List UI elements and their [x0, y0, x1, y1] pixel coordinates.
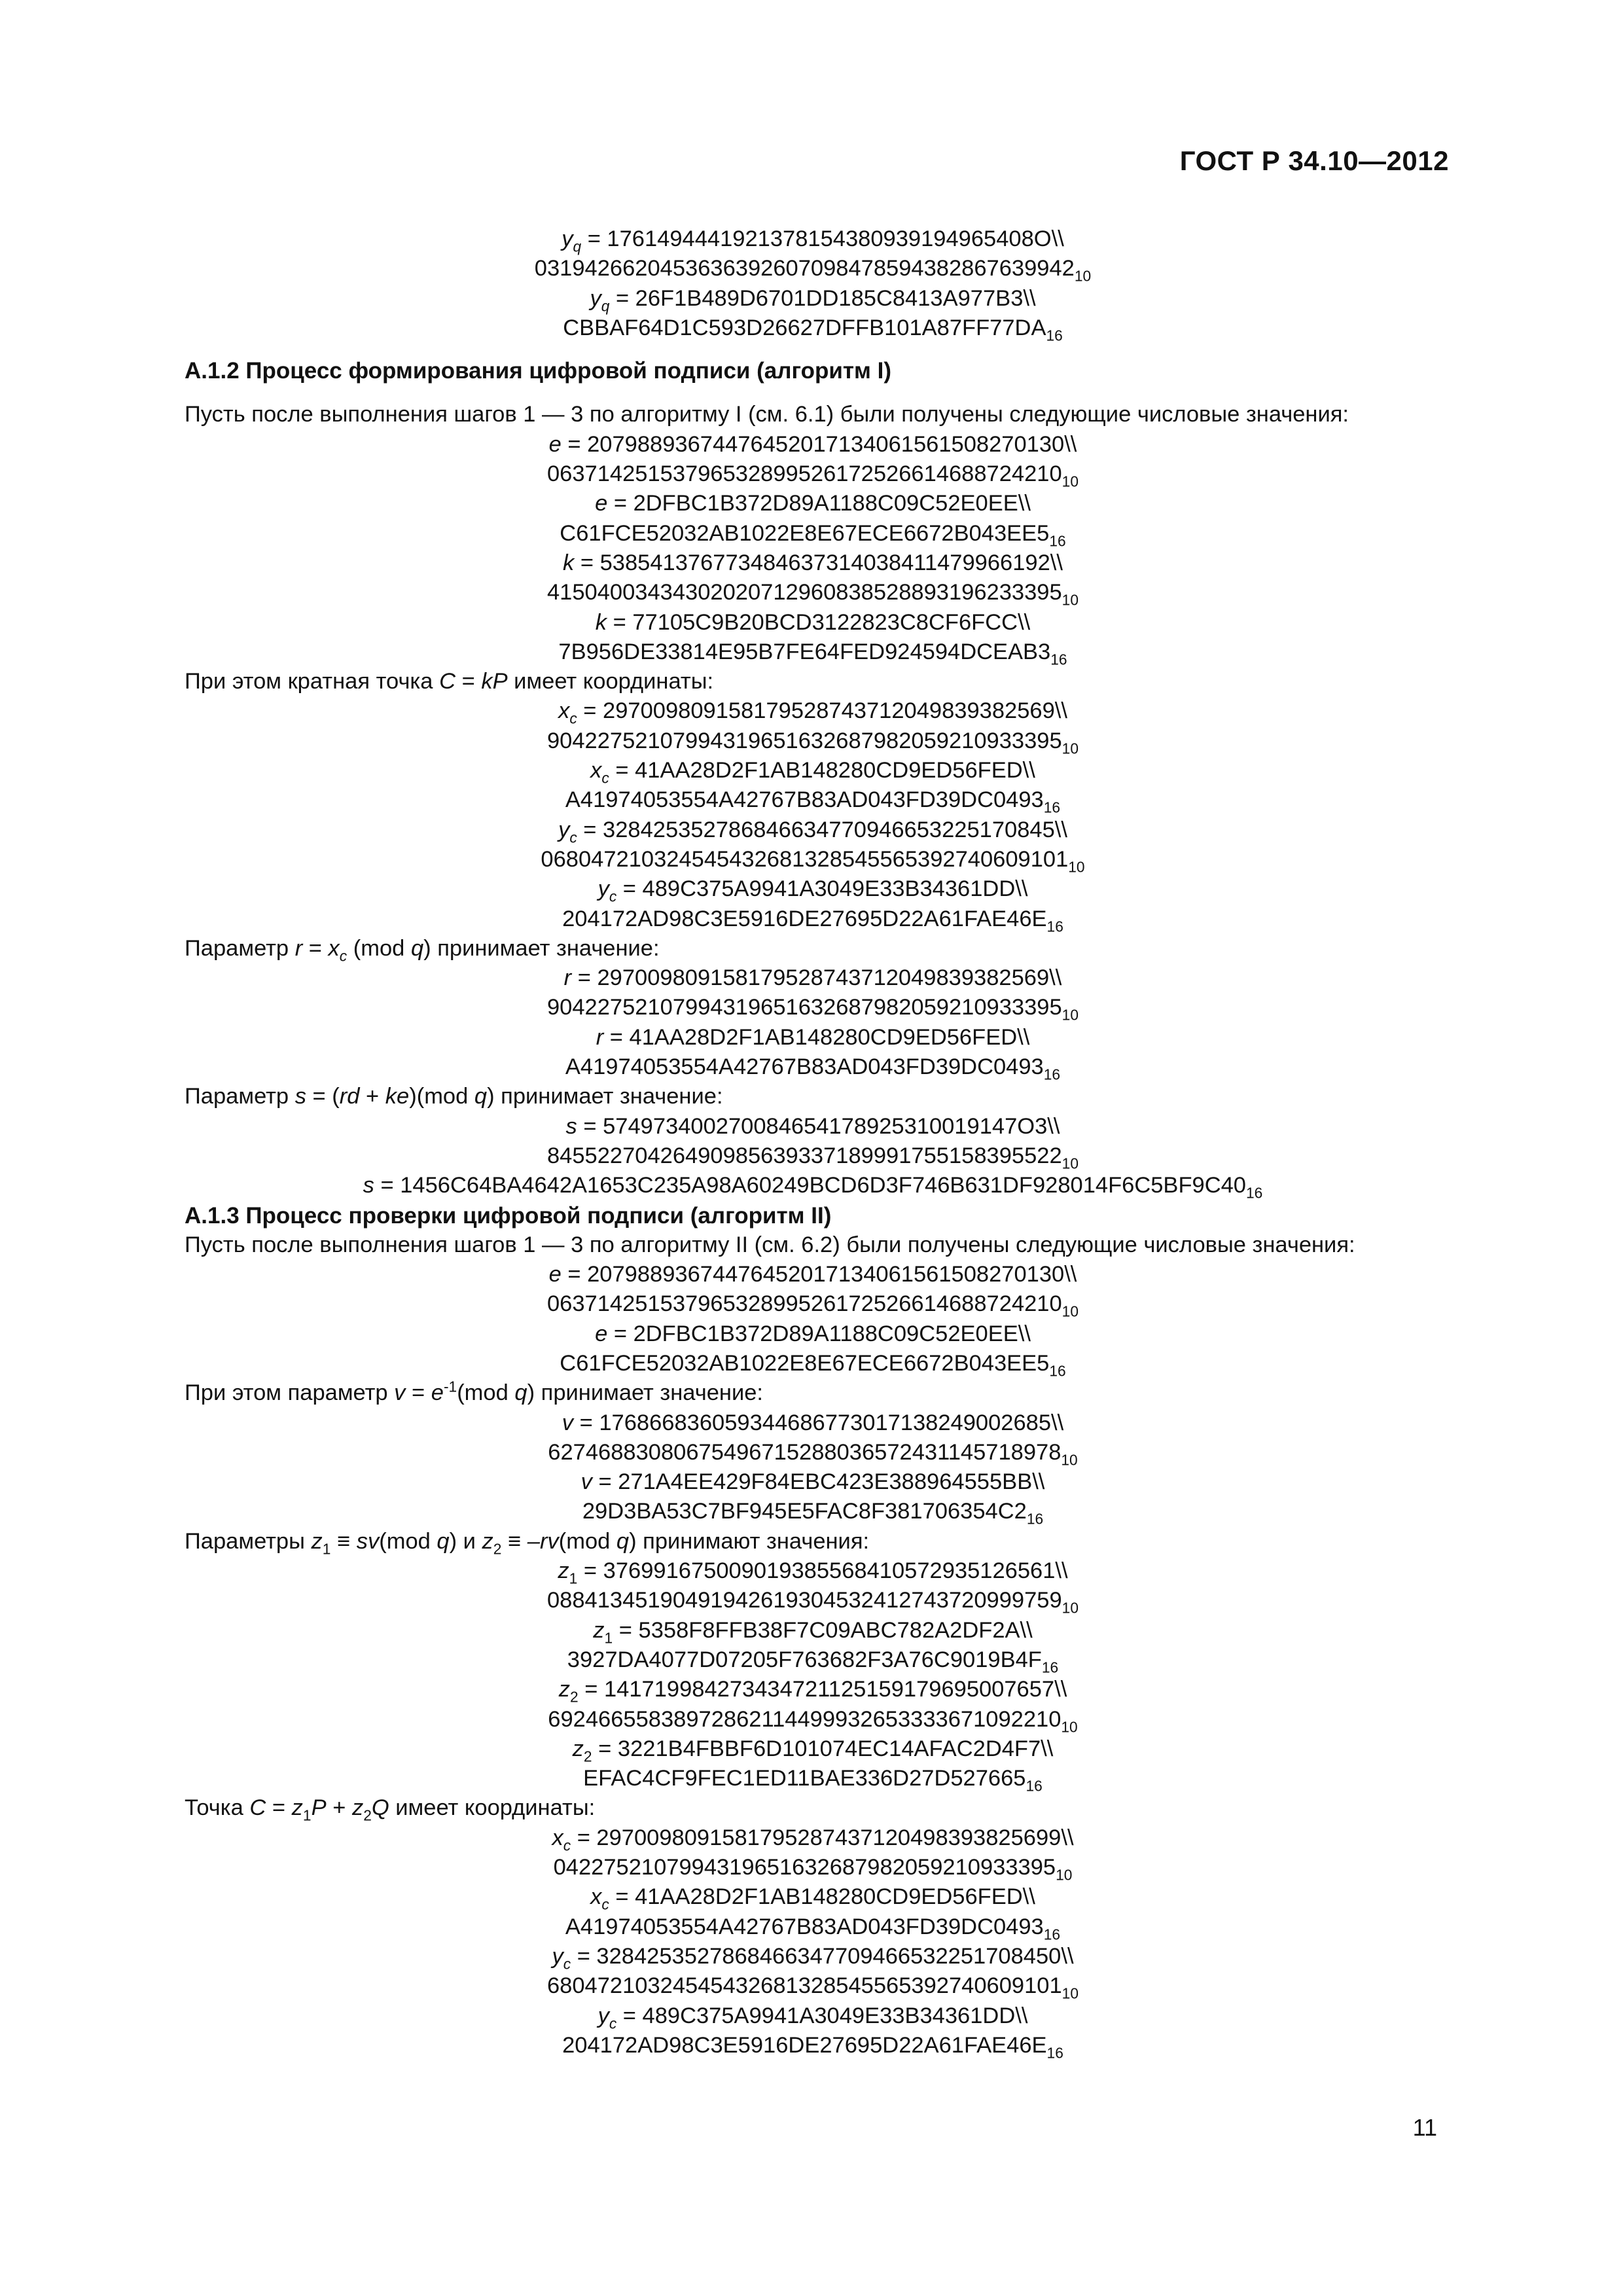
formula-e-dec-2: $06371425153796532899526172526614688724210_{10}$ — [546, 461, 1079, 490]
formula-r-hex-2: $A41974053554A42767B83AD043FD39DC0493_{16}$ — [565, 1054, 1061, 1083]
formula-xc-dec-2: $90422752107994319651632687982059210933395_{10}$ — [546, 728, 1079, 757]
formula-z1-dec-2: $08841345190491942619304532412743720999759_{10}$ — [546, 1588, 1079, 1617]
formula-r-dec-1: r = 297009809158179528743712049839382569\\ — [563, 965, 1062, 991]
paragraph-z-params: Параметры $z_1 \equiv sv(mod$ q) и $z_2 \equiv -rv(mod$ q) принимают значения: — [185, 1528, 870, 1558]
formula-yc-hex-1: $y_c$ = 489C375A9941A3049E33B34361DD\\ — [597, 876, 1028, 905]
formula-z1-dec-1: $z_1$ = 376991675009019385568410572935126561\\ — [558, 1558, 1068, 1587]
formula-xc2-hex-1: $x_c$ = 41AA28D2F1AB148280CD9ED56FED\\ — [590, 1884, 1035, 1913]
formula-s-hex: $s = 1456C64BA4642A1653C235A98A60249BCD6D3F746B631DF928014F6C5BF9C40_{16}$ — [363, 1173, 1263, 1202]
formula-yc-dec-2: $068047210324545432681328545565392740609101_{10}$ — [541, 846, 1085, 876]
formula-v-hex-1: v = 271A4EE429F84EBC423E388964555BB\\ — [580, 1469, 1045, 1495]
formula-line-yq-hex-2: $CBBAF64D1C593D26627DFFB101A87FF77DA_{16}$ — [563, 315, 1063, 344]
formula-v-hex-2: $29D3BA53C7BF945E5FAC8F381706354C2_{16}$ — [582, 1499, 1044, 1528]
formula-z1-hex-1: $z_1$ = 5358F8FFB38F7C09ABC782A2DF2A\\ — [593, 1617, 1033, 1647]
formula-yc-hex-2: $204172AD98C3E5916DE27695D22A61FAE46E_{16}$ — [562, 906, 1063, 935]
formula-xc2-dec-2: $0422752107994319651632687982059210933395_{10}$ — [553, 1855, 1073, 1884]
formula-e-hex-1: e = 2DFBC1B372D89A1188C09C52E0EE\\ — [595, 491, 1031, 516]
paragraph-s-param: Параметр s = (rd + ke)(mod q) принимает значение: — [185, 1084, 723, 1109]
formula-yc2-dec-2: $68047210324545432681328545565392740609101_{10}$ — [546, 1973, 1079, 2002]
formula-xc-hex-1: $x_c$ = 41AA28D2F1AB148280CD9ED56FED\\ — [590, 758, 1035, 787]
formula-e-hex-2: $C61FCE52032AB1022E8E67ECE6672B043EE5_{16}$ — [560, 520, 1066, 550]
paragraph-a13-intro: Пусть после выполнения шагов 1 — 3 по алгоритму II (см. 6.2) были получены следующие числовые значения: — [185, 1232, 1355, 1257]
formula-z2-dec-1: $z_2$ = 141719984273434721125159179695007657\\ — [558, 1677, 1067, 1706]
page-number: 11 — [1412, 2114, 1437, 2141]
document-body — [185, 224, 1441, 2060]
formula-line-yq-hex-1: $y_q$ = 26F1B489D6701DD185C8413A977B3\\ — [590, 285, 1036, 315]
formula-r-hex-1: r = 41AA28D2F1AB148280CD9ED56FED\\ — [596, 1024, 1030, 1050]
formula-z2-dec-2: $69246655838972862114499932653333671092210_{10}$ — [548, 1706, 1078, 1736]
section-heading-a13: А.1.3 Процесс проверки цифровой подписи (алгоритм II) — [185, 1202, 832, 1229]
formula-yc2-dec-1: $y_c$ = 3284253527868466347709466532251708450\\ — [552, 1943, 1074, 1973]
formula-v-dec-1: v = 176866836059344686773017138249002685\\ — [562, 1410, 1064, 1435]
paragraph-point-c: При этом кратная точка C = kP имеет координаты: — [185, 669, 714, 694]
formula-line-yq-dec-2: $0319426620453636392607098478594382867639942_{10}$ — [534, 256, 1092, 285]
formula-yc2-hex-1: $y_c$ = 489C375A9941A3049E33B34361DD\\ — [597, 2003, 1028, 2032]
formula-s-dec-1: s = 574973400270084654178925310019147О3\\ — [565, 1113, 1060, 1139]
formula-xc-hex-2: $A41974053554A42767B83AD043FD39DC0493_{16}$ — [565, 787, 1061, 816]
formula-e2-hex-1: e = 2DFBC1B372D89A1188C09C52E0EE\\ — [595, 1321, 1031, 1346]
formula-xc2-hex-2: $A41974053554A42767B83AD043FD39DC0493_{16}$ — [565, 1914, 1061, 1943]
formula-e-dec-1: e = 20798893674476452017134061561508270130\\ — [548, 431, 1077, 457]
formula-r-dec-2: $90422752107994319651632687982059210933395_{10}$ — [546, 995, 1079, 1024]
standard-header: ГОСТ Р 34.10—2012 — [1179, 145, 1449, 176]
formula-xc-dec-1: $x_c$ = 297009809158179528743712049839382569\\ — [558, 698, 1067, 728]
formula-k-dec-2: $41504003434302020712960838528893196233395_{10}$ — [546, 580, 1079, 609]
formula-k-dec-1: k = 538541376773484637314038411479966192\\ — [563, 550, 1063, 575]
paragraph-a12-intro: Пусть после выполнения шагов 1 — 3 по алгоритму I (см. 6.1) были получены следующие числовые значения: — [185, 402, 1349, 427]
formula-z1-hex-2: $3927DA4077D07205F763682F3A76C9019B4F_{16}$ — [567, 1647, 1059, 1676]
formula-yc-dec-1: $y_c$ = 328425352786846634770946653225170845\\ — [558, 817, 1067, 846]
paragraph-r-param: Параметр $r = x_c$ (mod q) принимает значение: — [185, 935, 660, 965]
formula-line-yq-dec-1: $y_q$ = 1761494441921378154380939194965408О\\ — [562, 226, 1064, 255]
paragraph-point-c2: Точка $C = z_1P + z_2Q$ имеет координаты: — [185, 1795, 596, 1825]
formula-xc2-dec-1: $x_c$ = 2970098091581795287437120498393825699\\ — [552, 1825, 1074, 1854]
formula-v-dec-2: $62746883080675496715288036572431145718978_{10}$ — [548, 1439, 1078, 1469]
formula-k-hex-2: $7B956DE33814E95B7FE64FED924594DCEAB3_{16}$ — [558, 639, 1067, 668]
formula-k-hex-1: k = 77105C9B20BCD3122823C8CF6FCC\\ — [595, 609, 1031, 635]
paragraph-v-param: При этом параметр $v = e^{-1}(mod$ q) принимает значение: — [185, 1378, 763, 1406]
formula-z2-hex-1: $z_2$ = 3221B4FBBF6D101074EC14AFAC2D4F7\\ — [572, 1736, 1054, 1765]
formula-s-dec-2: $84552270426490985639337189991755158395522_{10}$ — [546, 1143, 1079, 1172]
section-heading-a12: А.1.2 Процесс формирования цифровой подписи (алгоритм I) — [185, 358, 892, 384]
formula-e2-hex-2: $C61FCE52032AB1022E8E67ECE6672B043EE5_{16}$ — [560, 1350, 1066, 1380]
formula-e2-dec-2: $06371425153796532899526172526614688724210_{10}$ — [546, 1291, 1079, 1321]
formula-z2-hex-2: $EFAC4CF9FEC1ED11BAE336D27D527665_{16}$ — [583, 1766, 1043, 1795]
formula-e2-dec-1: e = 20798893674476452017134061561508270130\\ — [548, 1262, 1077, 1287]
formula-yc2-hex-2: $204172AD98C3E5916DE27695D22A61FAE46E_{16}$ — [562, 2032, 1063, 2062]
